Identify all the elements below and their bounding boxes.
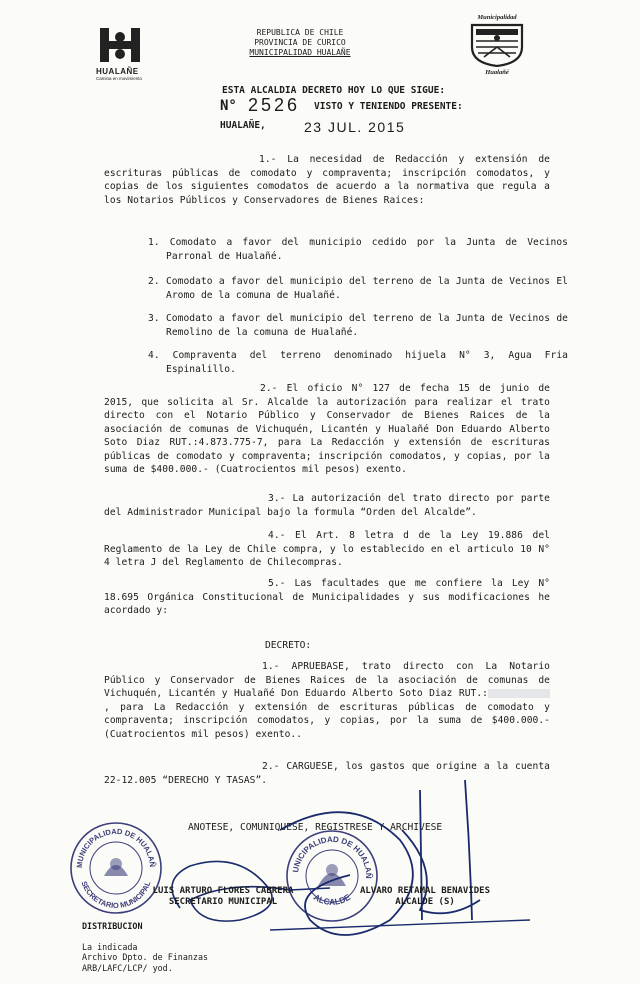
- decreto-item-1-text-b: , para La Redacción y extensión de escrituras públicas de comodato y compraventa; inscripción comodatos, y copias, por la suma de $400.000.- (Cuatrocientos mil pesos) exento..: [104, 701, 550, 740]
- hualane-logo: [96, 28, 144, 81]
- secretario-name: LUIS ARTURO FLORES CABRERA: [152, 886, 294, 896]
- decreto-item-1: [104, 660, 550, 741]
- paragraph-5: 5.- Las facultades que me confiere la Ley N° 18.695 Orgánica Constitucional de Municipalidades y sus modificaciones he acordado y:: [104, 578, 550, 616]
- stamp-left-top-text: MUNICIPALIDAD DE HUALAÑ: [74, 826, 158, 869]
- stamp-right-top-text: UNICIPALIDAD DE HUALAÑ: [291, 834, 374, 879]
- decree-number-label: N°: [220, 98, 237, 114]
- list-item-3: 3. Comodato a favor del municipio del terreno de la Junta de Vecinos de Remolino de la comuna de Hualañé.: [148, 313, 568, 338]
- redacted-rut: [488, 689, 550, 698]
- paragraph-2: 2.- El oficio N° 127 de fecha 15 de junio de 2015, que solicita al Sr. Alcalde la autorización para realizar el trato directo con el Notario Público y Conservador de Bienes Raices de la asociación de comunas de Vichuquén, Licantén y Hualañé Don Eduardo Alberto Soto Diaz RUT.:4.873.775-7, para La Redacción y extensión de escrituras públicas de comodato y compraventa; inscripción comodatos, y copias, por la suma de $400.000.- (Cuatrocientos mil pesos) exento.: [104, 383, 550, 475]
- decreto-item-2: 2.- CARGUESE, los gastos que origine a la cuenta 22-12.005 “DERECHO Y TASAS”.: [104, 761, 550, 786]
- crest-bottom-text: Hualañé: [485, 69, 509, 76]
- alcalde-underline: [270, 920, 530, 930]
- distribution-lines: La indicada Archivo Dpto. de Finanzas ARB/LAFC/LCP/ yod.: [82, 941, 209, 973]
- distribution-block: [82, 910, 208, 984]
- logo-name: HUALAÑE: [96, 67, 139, 76]
- stamp-right-bottom-text: ALCALDE: [311, 891, 353, 907]
- alcalde-title: ALCALDE (S): [395, 897, 455, 907]
- secretario-signature-block: [138, 886, 308, 908]
- distribution-title: DISTRIBUCION: [82, 920, 143, 931]
- alcalde-name: ALVARO RETAMAL BENAVIDES: [359, 886, 491, 896]
- anotese-line: ANOTESE, COMUNIQUESE, REGISTRESE Y ARCHIVESE: [188, 822, 443, 833]
- visto-text: VISTO Y TENIENDO PRESENTE:: [314, 101, 463, 112]
- logo-tagline: Camina en movimiento: [96, 76, 143, 81]
- decree-intro: ESTA ALCALDIA DECRETO HOY LO QUE SIGUE:: [222, 85, 446, 96]
- decreto-heading: DECRETO:: [265, 640, 312, 651]
- document-header: [225, 28, 375, 58]
- hualane-logo-icon: [96, 28, 144, 62]
- paragraph-3: 3.- La autorización del trato directo por parte del Administrador Municipal bajo la formula “Orden del Alcalde”.: [104, 493, 550, 518]
- secretario-title: SECRETARIO MUNICIPAL: [168, 897, 278, 907]
- municipal-crest: [466, 14, 528, 78]
- decree-number-block: [218, 95, 538, 119]
- decreto-item-1-text-a: 1.- APRUEBASE, trato directo con La Notario Público y Conservador de Bienes Raices de la asociación de comunas de Vichuquén, Licantén y Hualañé Don Eduardo Alberto Soto Diaz RUT.:: [104, 661, 550, 699]
- decree-place: HUALAÑE,: [220, 120, 266, 131]
- header-line-2: PROVINCIA DE CURICO: [254, 38, 346, 47]
- list-item-4: 4. Compraventa del terreno denominado hijuela N° 3, Agua Fria Espinalillo.: [148, 350, 568, 375]
- alcalde-signature-block: [340, 886, 510, 908]
- list-item-1: 1. Comodato a favor del municipio cedido por la Junta de Vecinos Parronal de Hualañé.: [148, 237, 568, 262]
- header-line-1: REPUBLICA DE CHILE: [256, 28, 344, 37]
- crest-shield-icon: [466, 21, 528, 67]
- crest-top-text: Municipalidad: [477, 14, 517, 21]
- paragraph-4: 4.- El Art. 8 letra d de la Ley 19.886 del Reglamento de la Ley de Chile compra, y lo establecido en el articulo 10 N° 4 letra J del Reglamento de Chilecompras.: [104, 530, 550, 568]
- decree-number: 2526: [248, 95, 301, 115]
- paragraph-1: 1.- La necesidad de Redacción y extensión de escrituras públicas de comodato y compraventa; inscripción comodatos, y copias de los siguientes comodatos de acuerdo a la normativa que regula a los Notarios Públicos y Conservadores de Bienes Raices:: [104, 154, 550, 206]
- header-line-3: MUNICIPALIDAD HUALAÑE: [249, 48, 351, 57]
- stamp-left-bottom-text: SECRETARIO MUNICIPAL: [79, 879, 153, 911]
- alcalde-signature: [280, 780, 480, 935]
- list-item-2: 2. Comodato a favor del municipio del terreno de la Junta de Vecinos El Aromo de la comuna de Hualañé.: [148, 276, 568, 301]
- decree-date: 23 JUL. 2015: [304, 119, 406, 135]
